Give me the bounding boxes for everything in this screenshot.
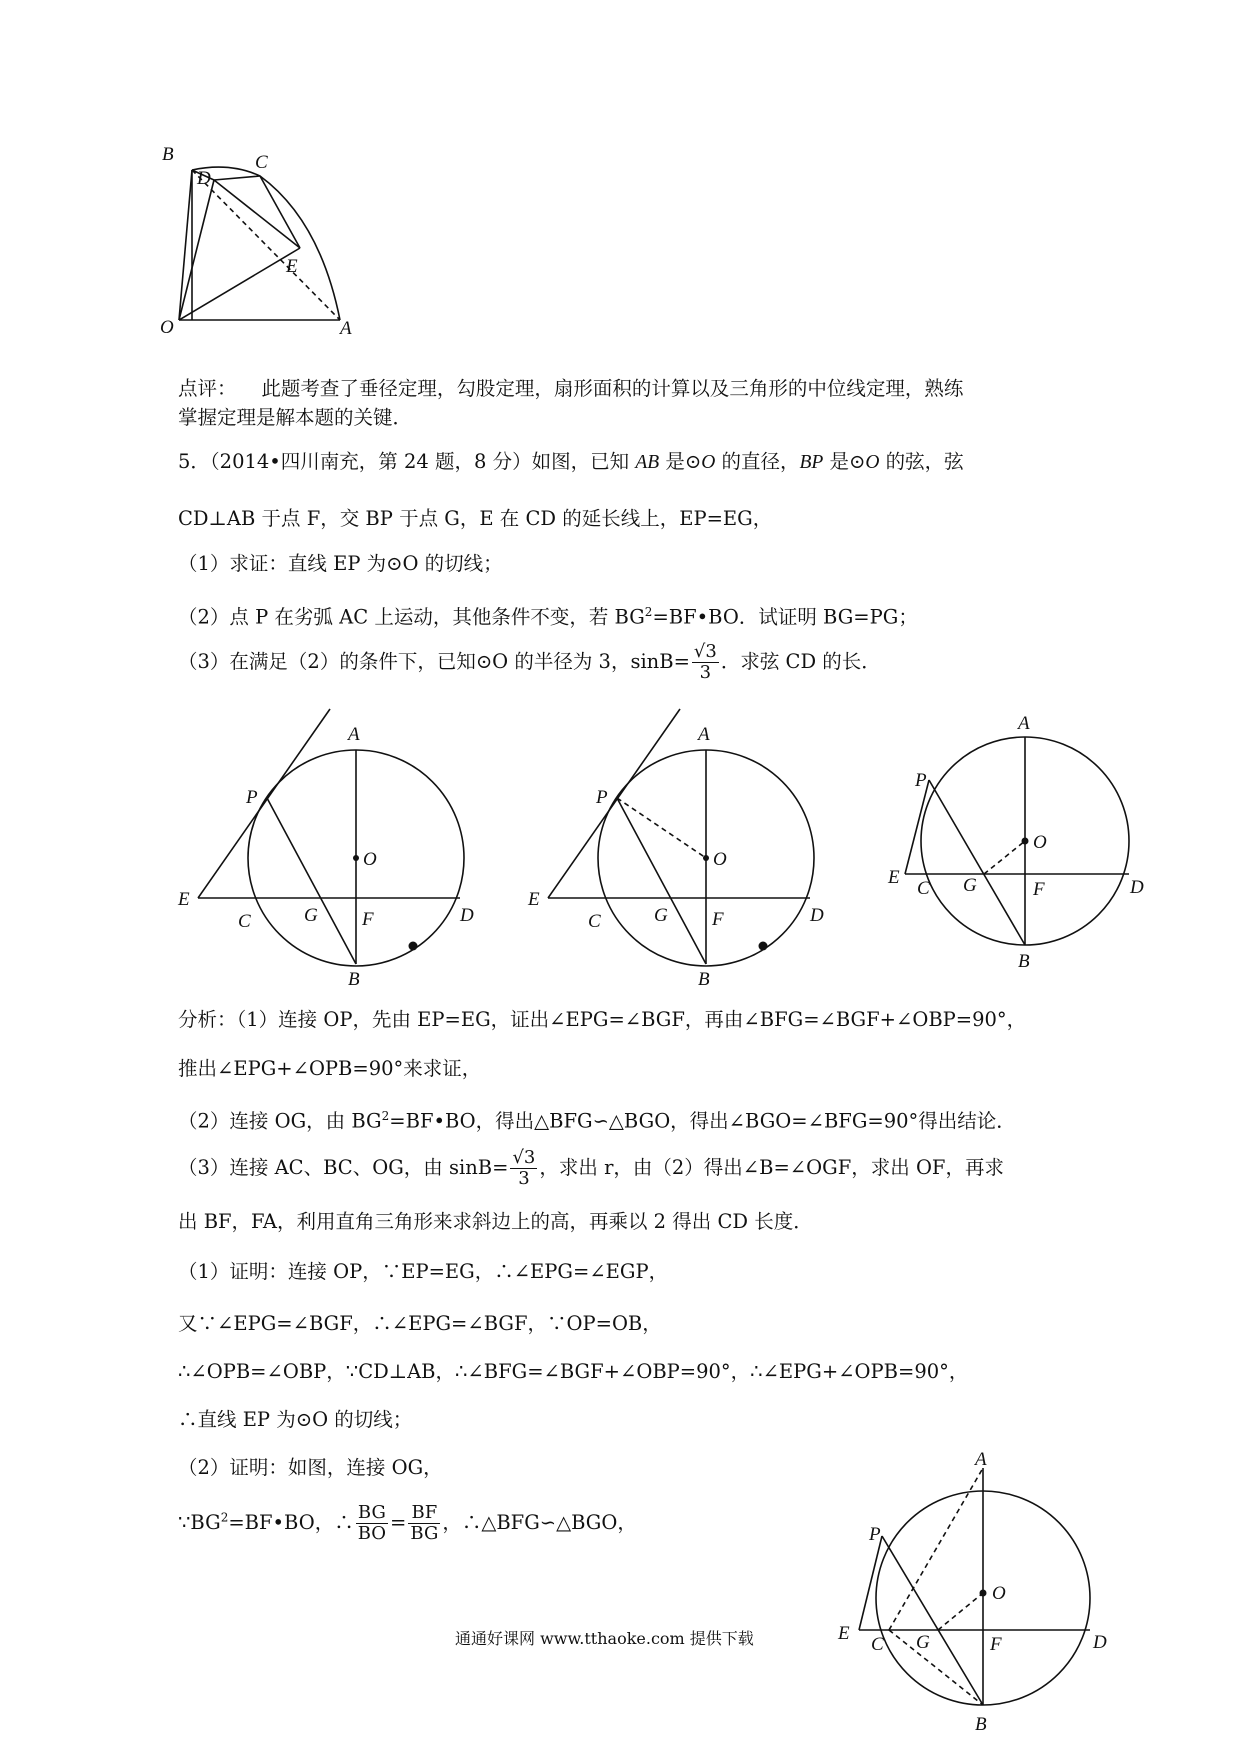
label-P: P xyxy=(246,787,258,808)
q2-sup: 2 xyxy=(644,605,653,619)
proof-line-4: ∴直线 EP 为⊙O 的切线； xyxy=(178,1408,413,1431)
fraction-num: √3 xyxy=(693,641,717,662)
fraction-num: √3 xyxy=(512,1147,536,1168)
fraction-bf-bg xyxy=(408,1503,440,1544)
q2-text: =BF•BO．试证明 BG=PG； xyxy=(652,605,918,629)
comment-text-1: 此题考查了垂径定理，勾股定理，扇形面积的计算以及三角形的中位线定理，熟练 xyxy=(261,377,964,400)
label-E: E xyxy=(888,867,900,888)
fraction-den: 3 xyxy=(518,1168,530,1189)
label-C: C xyxy=(588,911,601,932)
analysis-line-5: 出 BF，FA，利用直角三角形来求斜边上的高，再乘以 2 得出 CD 长度． xyxy=(178,1210,813,1233)
analysis-text: ，求出 r，由（2）得出∠B=∠OGF，求出 OF，再求 xyxy=(539,1156,1004,1179)
label-F: F xyxy=(362,909,374,930)
label-B: B xyxy=(975,1714,987,1735)
label-F: F xyxy=(990,1634,1002,1655)
fraction-sqrt3-over-3 xyxy=(510,1148,537,1189)
label-C: C xyxy=(238,911,251,932)
problem-text: 是⊙ xyxy=(829,450,866,473)
proof-text: ，∴△BFG∽△BGO， xyxy=(442,1511,637,1534)
figure-circle-4 xyxy=(835,1448,1135,1748)
label-G: G xyxy=(916,1632,930,1653)
fraction-den: 3 xyxy=(699,662,712,683)
label-B: B xyxy=(348,969,360,990)
problem-text: 的直径， xyxy=(721,450,800,473)
label-C: C xyxy=(917,878,930,899)
fraction-sqrt3-over-3 xyxy=(692,642,719,683)
label-B: B xyxy=(698,969,710,990)
analysis-sup: 2 xyxy=(381,1109,390,1123)
analysis-line-4 xyxy=(178,1148,1004,1189)
label-G: G xyxy=(304,905,318,926)
q3-text: （3）在满足（2）的条件下，已知⊙O 的半径为 3，sinB= xyxy=(178,650,690,673)
problem-text: 的弦，弦 xyxy=(885,450,964,473)
figure-quarter-circle xyxy=(160,144,410,380)
fraction-bg-bo xyxy=(356,1503,388,1544)
analysis-line-2: 推出∠EPG+∠OPB=90°来求证， xyxy=(178,1057,482,1080)
analysis-line-3 xyxy=(178,1102,1016,1136)
analysis-text: （2）连接 OG，由 BG xyxy=(178,1109,382,1133)
proof-line-5: （2）证明：如图，连接 OG， xyxy=(178,1456,443,1479)
comment-label: 点评： xyxy=(178,377,237,400)
question-2 xyxy=(178,598,918,632)
problem-var: AB xyxy=(635,452,660,473)
problem-var: O xyxy=(701,452,716,473)
proof-line-1: （1）证明：连接 OP，∵EP=EG，∴∠EPG=∠EGP， xyxy=(178,1260,669,1283)
label-O: O xyxy=(363,849,377,870)
analysis-line-1: 分析：（1）连接 OP，先由 EP=EG，证出∠EPG=∠BGF，再由∠BFG=∠BGF+∠OBP=90°， xyxy=(178,1008,1027,1031)
problem-line-1 xyxy=(178,448,964,477)
label-P: P xyxy=(596,787,608,808)
label-P: P xyxy=(915,770,927,791)
comment-line-2: 掌握定理是解本题的关键． xyxy=(178,406,413,429)
fraction-num: BG xyxy=(356,1503,388,1524)
q2-text: （2）点 P 在劣弧 AC 上运动，其他条件不变，若 BG xyxy=(178,605,645,629)
proof-line-6 xyxy=(178,1503,637,1544)
fraction-num: BF xyxy=(408,1503,440,1524)
label-B: B xyxy=(1018,951,1030,972)
proof-line-2: 又∵∠EPG=∠BGF，∴∠EPG=∠BGF，∵OP=OB， xyxy=(178,1312,662,1335)
analysis-text: =BF•BO，得出△BFG∽△BGO，得出∠BGO=∠BFG=90°得出结论． xyxy=(389,1109,1016,1133)
label-P: P xyxy=(869,1524,881,1545)
analysis-text: （3）连接 AC、BC、OG，由 sinB= xyxy=(178,1156,509,1179)
proof-text: ∵BG xyxy=(178,1511,221,1534)
question-3 xyxy=(178,642,881,683)
figure-circle-3 xyxy=(885,705,1175,975)
problem-text: 是⊙ xyxy=(665,450,702,473)
label-D: D xyxy=(1093,1632,1107,1653)
label-D: D xyxy=(460,905,474,926)
label-C: C xyxy=(871,1634,884,1655)
label-B: B xyxy=(162,144,174,165)
label-D: D xyxy=(810,905,824,926)
problem-var: O xyxy=(865,452,880,473)
label-A: A xyxy=(348,724,360,745)
label-O: O xyxy=(713,849,727,870)
proof-text: =BF•BO，∴ xyxy=(228,1511,354,1534)
problem-text: 5．（2014•四川南充，第 24 题，8 分）如图，已知 xyxy=(178,450,630,473)
proof-line-3: ∴∠OPB=∠OBP，∵CD⊥AB，∴∠BFG=∠BGF+∠OBP=90°，∴∠EPG+∠OPB=90°， xyxy=(178,1360,969,1383)
label-G: G xyxy=(654,905,668,926)
label-A: A xyxy=(698,724,710,745)
label-E: E xyxy=(838,1623,850,1644)
proof-sup: 2 xyxy=(220,1510,229,1525)
label-A: A xyxy=(340,318,352,339)
label-D: D xyxy=(1130,877,1144,898)
label-F: F xyxy=(712,909,724,930)
page-footer: 通通好课网 www.tthaoke.com 提供下载 xyxy=(455,1629,754,1648)
label-F: F xyxy=(1033,879,1045,900)
label-E: E xyxy=(178,889,190,910)
label-E: E xyxy=(528,889,540,910)
label-D: D xyxy=(197,168,211,189)
question-1: （1）求证：直线 EP 为⊙O 的切线； xyxy=(178,552,503,575)
label-E: E xyxy=(286,256,298,277)
label-C: C xyxy=(255,152,268,173)
label-G: G xyxy=(963,875,977,896)
fraction-den: BG xyxy=(410,1523,439,1544)
label-O: O xyxy=(1033,832,1047,853)
label-O: O xyxy=(992,1583,1006,1604)
figure-circle-2 xyxy=(520,705,840,995)
problem-var: BP xyxy=(799,452,824,473)
figure-circle-1 xyxy=(170,705,490,995)
fraction-den: BO xyxy=(357,1523,387,1544)
label-A: A xyxy=(1018,713,1030,734)
label-O: O xyxy=(160,317,174,338)
comment-line-1 xyxy=(178,375,963,403)
problem-line-2: CD⊥AB 于点 F，交 BP 于点 G，E 在 CD 的延长线上，EP=EG， xyxy=(178,507,773,530)
proof-text: = xyxy=(390,1511,407,1534)
q3-text: ．求弦 CD 的长． xyxy=(720,650,881,673)
label-A: A xyxy=(975,1449,987,1470)
